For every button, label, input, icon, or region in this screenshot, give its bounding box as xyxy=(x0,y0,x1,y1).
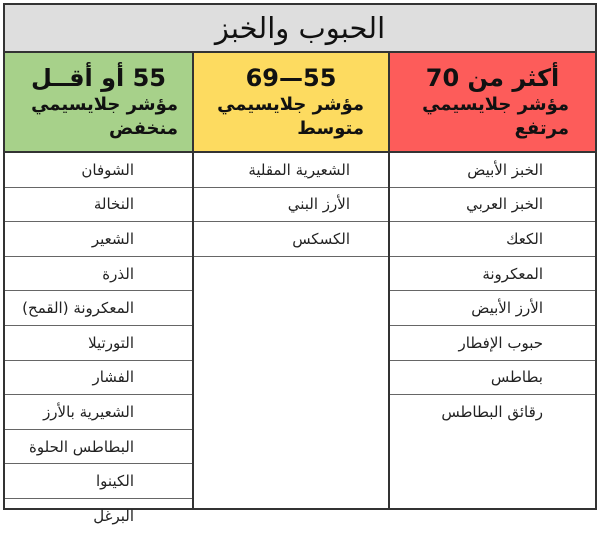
medium-gi-label-line1: مؤشر جلايسيمي xyxy=(217,94,364,115)
low-gi-item: المعكرونة (القمح) xyxy=(5,291,192,326)
low-gi-item: البطاطس الحلوة xyxy=(5,430,192,465)
high-gi-range: أكثر من 70 xyxy=(425,64,560,92)
low-gi-item: الشعير xyxy=(5,222,192,257)
low-gi-item: النخالة xyxy=(5,188,192,223)
low-gi-item: التورتيلا xyxy=(5,326,192,361)
high-gi-column xyxy=(390,53,595,430)
high-gi-item: حبوب الإفطار xyxy=(390,326,595,361)
high-gi-item: الأرز الأبيض xyxy=(390,291,595,326)
low-gi-column xyxy=(5,53,192,534)
medium-gi-label-line2: متوسط xyxy=(297,118,364,139)
table-title-row xyxy=(5,5,595,53)
low-gi-item: الشوفان xyxy=(5,153,192,188)
medium-gi-range: 55—69 xyxy=(245,64,337,92)
medium-gi-header xyxy=(194,53,388,153)
low-gi-item: الذرة xyxy=(5,257,192,292)
medium-gi-item: الأرز البني xyxy=(194,188,388,223)
high-gi-item: الكعك xyxy=(390,222,595,257)
high-gi-item: المعكرونة xyxy=(390,257,595,292)
low-gi-item: الشعيرية بالأرز xyxy=(5,395,192,430)
medium-gi-item: الشعيرية المقلية xyxy=(194,153,388,188)
high-gi-item: الخبز العربي xyxy=(390,188,595,223)
low-gi-item: الكينوا xyxy=(5,464,192,499)
medium-gi-item: الكسكس xyxy=(194,222,388,257)
low-gi-label-line1: مؤشر جلايسيمي xyxy=(31,94,178,115)
high-gi-item: رقائق البطاطس xyxy=(441,403,543,422)
high-gi-label-line1: مؤشر جلايسيمي xyxy=(422,94,569,115)
high-gi-item: الخبز الأبيض xyxy=(390,153,595,188)
high-gi-header xyxy=(390,53,595,153)
low-gi-item: البرغل xyxy=(93,507,134,526)
high-gi-label-line2: مرتفع xyxy=(514,118,569,139)
low-gi-label-line2: منخفض xyxy=(109,118,178,139)
low-gi-header xyxy=(5,53,192,153)
high-gi-item: بطاطس xyxy=(390,361,595,396)
low-gi-item: الفشار xyxy=(5,361,192,396)
glycemic-index-table xyxy=(3,3,597,526)
low-gi-range: 55 أو أقــل xyxy=(30,64,167,92)
medium-gi-column xyxy=(192,53,390,510)
table-title: الحبوب والخبز xyxy=(214,11,386,45)
